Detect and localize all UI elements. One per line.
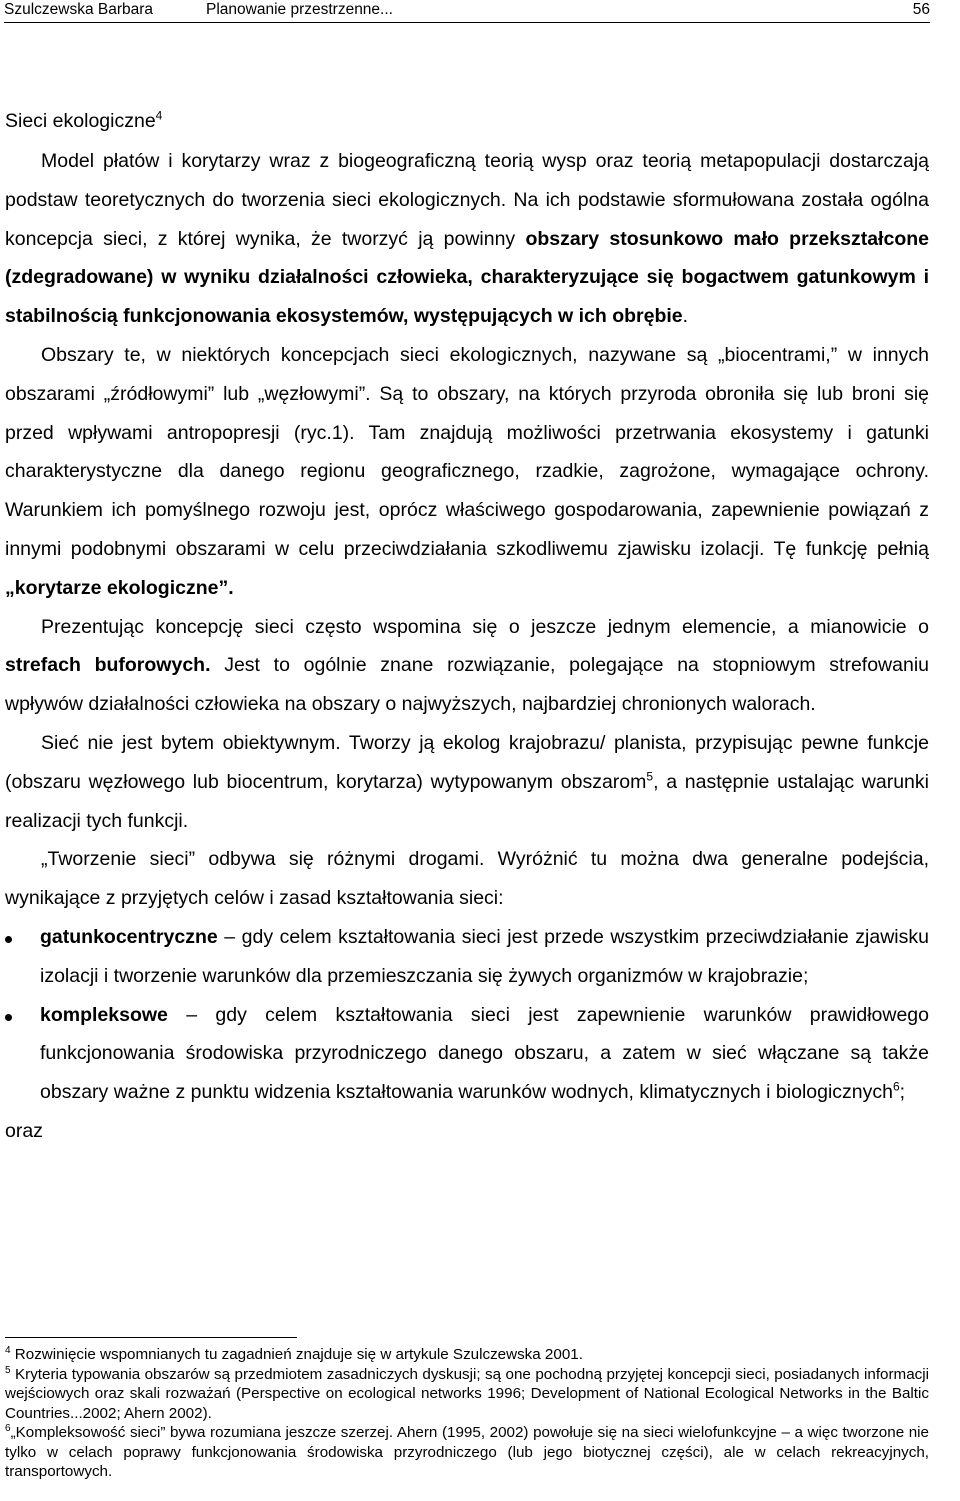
- paragraph-1-bold: obszary stosunkowo mało przekształcone (zdegradowane) w wyniku działalności człowieka, charakteryzujące się bogactwem gatunkowym i stabilnością funkcjonowania ekosystemów, występujących w ich obrębie: [5, 227, 929, 328]
- paragraph-2-bold: „korytarze ekologiczne”.: [5, 576, 234, 599]
- section-heading: [5, 106, 929, 136]
- footnote-number: 4: [5, 1344, 11, 1356]
- footnote-separator: [5, 1337, 297, 1338]
- paragraph-4-tail: , a następnie ustalając warunki realizacji tych funkcji.: [5, 770, 929, 832]
- paragraph-3-tail: Jest to ogólnie znane rozwiązanie, polegające na stopniowym strefowaniu wpływów działalności człowieka na obszary o najwyższych, najbardziej chronionych walorach.: [5, 654, 929, 716]
- list-item-text: – gdy celem kształtowania sieci jest zapewnienie warunków prawidłowego funkcjonowania środowiska przyrodniczego danego obszaru, a zatem w sieć włączane są także obszary ważne z punktu widzenia kształtowania warunków wodnych, klimatycznych i biologicznych: [40, 1003, 929, 1104]
- paragraph-2-text: Obszary te, w niektórych koncepcjach sieci ekologicznych, nazywane są „biocentrami,” w innych obszarami „źródłowymi” lub „węzłowymi”. Są to obszary, na których przyroda obroniła się lub broni się przed wpływami antropopresji (ryc.1). Tam znajdują możliwości przetrwania ekosystemy i gatunki charakterystyczne dla danego regionu geograficznego, rzadkie, zagrożone, wymagające ochrony. Warunkiem ich pomyślnego rozwoju jest, oprócz właściwego gospodarowania, zapewnienie powiązań z innymi podobnymi obszarami w celu przeciwdziałania szkodliwemu zjawisku izolacji. Tę funkcję pełnią: [5, 343, 929, 560]
- paragraph-1-end: .: [682, 305, 689, 328]
- paragraph-3-text: Prezentując koncepcję sieci często wspomina się o jeszcze jednym elemencie, a mianowicie o: [41, 615, 929, 638]
- footnote-text: „Kompleksowość sieci” bywa rozumiana jeszcze szerzej. Ahern (1995, 2002) powołuje się na sieci wielofunkcyjne – a więc tworzone nie tylko w celach poprawy funkcjonowania środowiska przyrodniczego (lub jego biotycznej części), ale w celach rekreacyjnych, transportowych.: [5, 1424, 929, 1480]
- paragraph-1-text: Model płatów i korytarzy wraz z biogeograficzną teorią wysp oraz teorią metapopulacji dostarczają podstaw teoretycznych do tworzenia sieci ekologicznych. Na ich podstawie sformułowana została ogólna koncepcja sieci, z której wynika, że tworzyć ją powinny: [5, 150, 929, 250]
- paragraph-4-text: Sieć nie jest bytem obiektywnym. Tworzy ją ekolog krajobrazu/ planista, przypisując pewne funkcje (obszaru węzłowego lub biocentrum, korytarza) wytypowanym obszarom: [5, 731, 929, 793]
- bullet-icon: [5, 1014, 12, 1021]
- running-header: [4, 0, 930, 23]
- footnote-ref-6: 6: [892, 1079, 900, 1094]
- list-item-term: kompleksowe: [40, 1003, 168, 1026]
- list-item: [5, 996, 929, 1112]
- paragraph-2: [5, 336, 929, 608]
- footnote: [5, 1345, 929, 1365]
- footnote-number: 5: [5, 1364, 11, 1376]
- section-heading-text: Sieci ekologiczne: [5, 110, 156, 132]
- paragraph-4: [5, 724, 929, 840]
- bullet-icon: [5, 936, 12, 943]
- header-author: Szulczewska Barbara: [4, 1, 154, 18]
- footnote-text: Rozwinięcie wspomnianych tu zagadnień znajduje się w artykule Szulczewska 2001.: [14, 1346, 583, 1363]
- header-title: Planowanie przestrzenne...: [206, 1, 393, 18]
- paragraph-5: „Tworzenie sieci” odbywa się różnymi drogami. Wyróżnić tu można dwa generalne podejścia, wynikające z przyjętych celów i zasad kształtowania sieci:: [5, 848, 929, 910]
- main-text: [5, 106, 929, 1151]
- footnote-text: Kryteria typowania obszarów są przedmiotem zasadniczych dyskusji; są one pochodną przyjętej koncepcji sieci, posiadanych informacji wejściowych oraz skali rozważań (Perspective on ecological networks 1996; Development of National Ecological Networks in the Baltic Countries...2002; Ahern 2002).: [5, 1365, 929, 1422]
- page-number: 56: [912, 1, 930, 18]
- list-item-text: – gdy celem kształtowania sieci jest przede wszystkim przeciwdziałanie zjawisku izolacji i tworzenie warunków dla przemieszczania się żywych organizmów w krajobrazie;: [40, 925, 929, 987]
- list-item-term: gatunkocentryczne: [40, 925, 218, 948]
- footnotes: [5, 1345, 929, 1482]
- footnote: [5, 1423, 929, 1482]
- footnote-ref-5: 5: [646, 769, 654, 784]
- paragraph-3: [5, 608, 929, 724]
- footnote-number: 6: [5, 1422, 11, 1434]
- paragraph-3-bold: strefach buforowych.: [5, 654, 211, 677]
- list-item: [5, 918, 929, 996]
- list-item-tail: ;: [899, 1081, 906, 1104]
- approach-list: [5, 918, 929, 1112]
- footnote: [5, 1365, 929, 1424]
- paragraph-1: [5, 142, 929, 336]
- footnote-ref-4: 4: [155, 108, 163, 123]
- oraz-line: oraz: [5, 1119, 43, 1142]
